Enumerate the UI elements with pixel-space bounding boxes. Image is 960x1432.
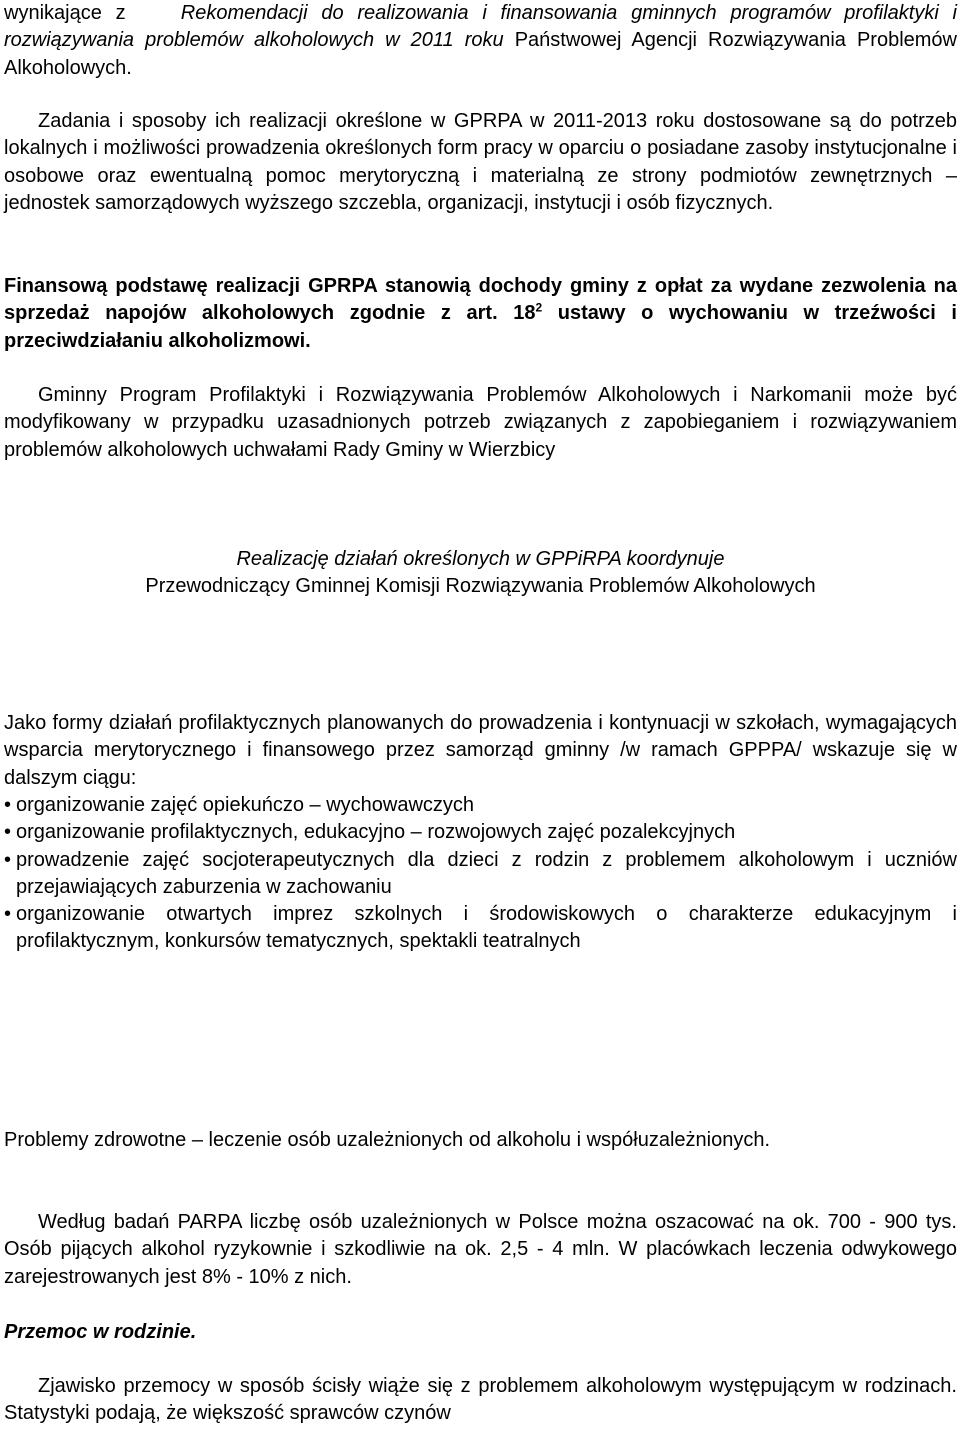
- coordination-block: [4, 546, 957, 601]
- recommendations-lead: wynikające z: [4, 2, 126, 24]
- financing-tail: ustawy o wychowaniu w trzeźwości i przeciwdziałaniu alkoholizmowi.: [4, 302, 957, 352]
- recommendations-tail: Państwowej Agencji Rozwiązywania Problemów Alkoholowych.: [4, 29, 957, 79]
- paragraph-program-modification: Gminny Program Profilaktyki i Rozwiązywania Problemów Alkoholowych i Narkomanii może być modyfikowany w przypadku uzasadnionych potrzeb związanych z zapobieganiem i rozwiązywaniem problemów alkoholowych uchwałami Rady Gminy w Wierzbicy: [4, 384, 957, 461]
- coordination-line-2: Przewodniczący Gminnej Komisji Rozwiązywania Problemów Alkoholowych: [145, 575, 816, 598]
- list-item: [4, 901, 957, 956]
- paragraph-parpa-research: Według badań PARPA liczbę osób uzależnionych w Polsce można oszacować na ok. 700 - 900 tys. Osób pijących alkohol ryzykownie i szkodliwie na ok. 2,5 - 4 mln. W placówkach leczenia odwykowego zarejestrowanych jest 8% - 10% z nich.: [4, 1211, 957, 1288]
- recommendations-title: Rekomendacji do realizowania i finansowania gminnych programów profilaktyki i rozwiązywania problemów alkoholowych w 2011 roku: [4, 2, 958, 52]
- paragraph-forms: Jako formy działań profilaktycznych planowanych do prowadzenia i kontynuacji w szkołach, wymagających wsparcia merytorycznego i finansowego przez samorząd gminny /w ramach GPPPA/ wskazuje się w dalszym ciągu:: [4, 712, 957, 789]
- bullet-icon: •: [4, 903, 12, 926]
- bullet-icon: •: [4, 794, 12, 816]
- list-item-text: organizowanie profilaktycznych, edukacyjno – rozwojowych zajęć pozalekcyjnych: [16, 821, 736, 844]
- paragraph-violence: Zjawisko przemocy w sposób ścisły wiąże się z problemem alkoholowym występującym w rodzinach. Statystyki podają, że większość sprawców czynów: [4, 1375, 957, 1425]
- list-item-text: organizowanie zajęć opiekuńczo – wychowawczych: [16, 794, 475, 816]
- list-item: [4, 792, 957, 819]
- bullet-icon: •: [4, 848, 12, 871]
- financing-text: Finansową podstawę realizacji GPRPA stanowią dochody gminy z opłat za wydane zezwolenia na sprzedaż napojów alkoholowych zgodnie z art. 18: [4, 275, 957, 325]
- paragraph-tasks: Zadania i sposoby ich realizacji określone w GPRPA w 2011-2013 roku dostosowane są do potrzeb lokalnych i możliwości prowadzenia określonych form pracy w oparciu o posiadane zasoby instytucjonalne i osobowe oraz ewentualną pomoc merytoryczną i materialną ze strony podmiotów zewnętrznych – jednostek samorządowych wyższego szczebla, organizacji, instytucji i osób fizycznych.: [4, 110, 957, 214]
- paragraph-recommendations: [4, 0, 957, 82]
- list-item: [4, 819, 957, 846]
- list-item-text: prowadzenie zajęć socjoterapeutycznych dla dzieci z rodzin z problemem alkoholowym i uczniów przejawiających zaburzenia w zachowaniu: [16, 848, 957, 898]
- list-item: [4, 847, 957, 902]
- paragraph-financing: [4, 273, 957, 355]
- section-heading-domestic-violence: Przemoc w rodzinie.: [4, 1321, 197, 1343]
- financing-superscript: 2: [535, 300, 543, 315]
- list-item-text: organizowanie otwartych imprez szkolnych i środowiskowych o charakterze edukacyjnym i profilaktycznym, konkursów tematycznych, spektakli teatralnych: [16, 903, 957, 953]
- bullet-icon: •: [4, 821, 12, 844]
- bullet-list: [4, 792, 957, 956]
- paragraph-health-problems: Problemy zdrowotne – leczenie osób uzależnionych od alkoholu i współuzależnionych.: [4, 1129, 771, 1151]
- coordination-line-1: Realizację działań określonych w GPPiRPA koordynuje: [236, 548, 725, 570]
